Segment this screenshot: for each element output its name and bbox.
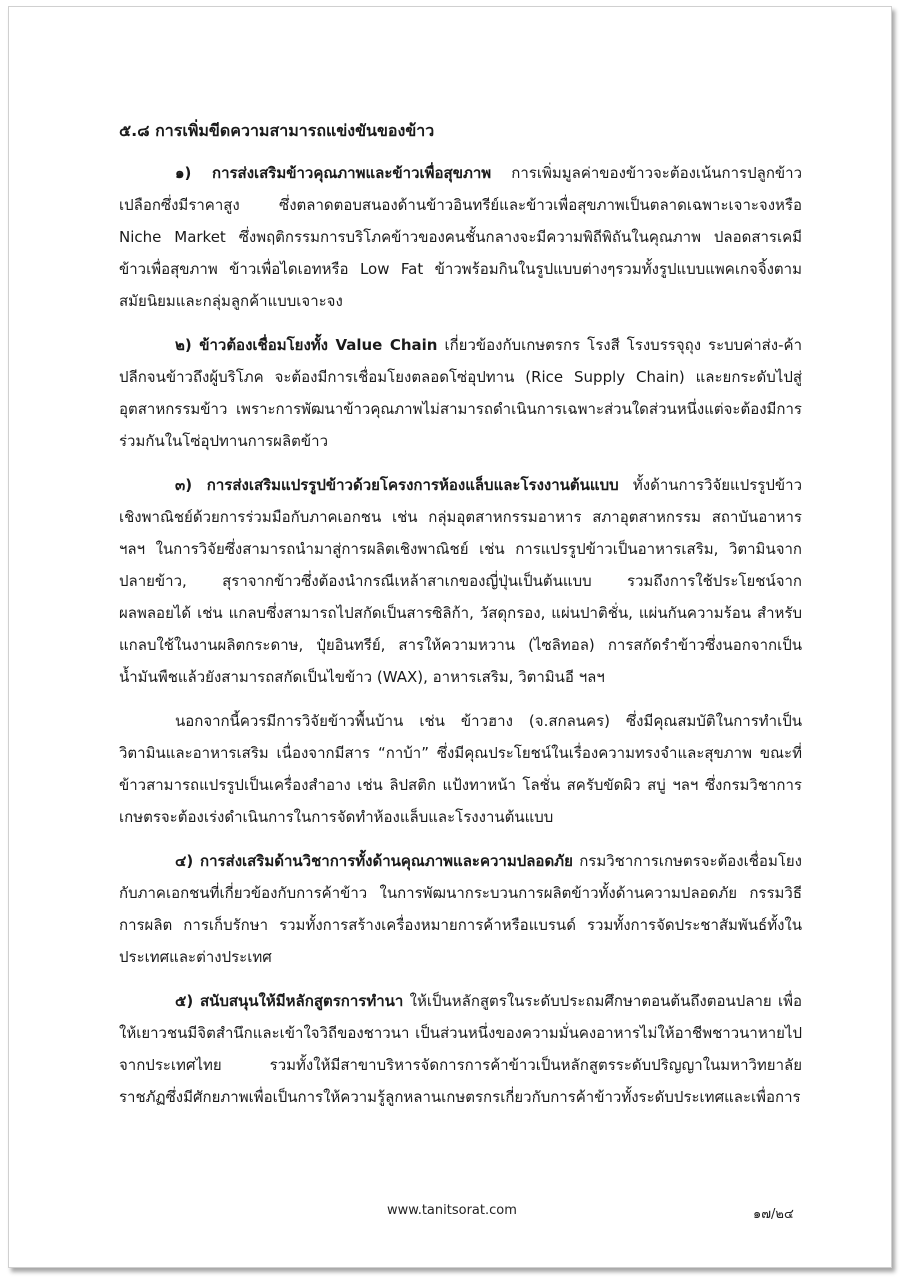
- paragraph-1-lead: ๑) การส่งเสริมข้าวคุณภาพและข้าวเพื่อสุขภาพ: [175, 164, 492, 182]
- paragraph-3-text: ทั้งด้านการวิจัยแปรรูปข้าวเชิงพาณิชย์ด้วยการร่วมมือกับภาคเอกชน เช่น กลุ่มอุตสาหกรรมอาหาร สภาอุตสาหกรรม สถาบันอาหารฯลฯ ในการวิจัยซึ่งสามารถนำมาสู่การผลิตเชิงพาณิชย์ เช่น การแปรรูปข้าวเป็นอาหารเสริม, วิตามินจากปลายข้าว, สุราจากข้าวซึ่งต้องนำกรณีเหล้าสาเกของญี่ปุ่นเป็นต้นแบบ รวมถึงการใช้ประโยชน์จากผลพลอยได้ เช่น แกลบซึ่งสามารถไปสกัดเป็นสารซิลิก้า, วัสดุกรอง, แผ่นปาติชั่น, แผ่นกันความร้อน สำหรับแกลบใช้ในงานผลิตกระดาษ, ปุ๋ยอินทรีย์, สารให้ความหวาน (ไซลิทอล) การสกัดรำข้าวซึ่งนอกจากเป็นน้ำมันพืชแล้วยังสามารถสกัดเป็นไขข้าว (WAX), อาหารเสริม, วิตามินอี ฯลฯ: [119, 476, 802, 686]
- paragraph-2-lead: ๒) ข้าวต้องเชื่อมโยงทั้ง Value Chain: [175, 336, 438, 354]
- paragraph-2: [119, 329, 802, 457]
- page-number: ๑๗/๒๔: [753, 1207, 794, 1222]
- document-page: [8, 6, 892, 1268]
- paragraph-4: [119, 705, 802, 833]
- paragraph-2-text: เกี่ยวข้องกับเกษตรกร โรงสี โรงบรรจุถุง ระบบค่าส่ง-ค้าปลีกจนข้าวถึงผู้บริโภค จะต้องมีการเชื่อมโยงตลอดโซ่อุปทาน (Rice Supply Chain) และยกระดับไปสู่อุตสาหกรรมข้าว เพราะการพัฒนาข้าวคุณภาพไม่สามารถดำเนินการเฉพาะส่วนใดส่วนหนึ่งแต่จะต้องมีการร่วมกันในโซ่อุปทานการผลิตข้าว: [119, 336, 802, 450]
- paragraph-3: [119, 469, 802, 693]
- paragraph-5-lead: ๔) การส่งเสริมด้านวิชาการทั้งด้านคุณภาพและความปลอดภัย: [175, 852, 573, 870]
- section-heading: ๕.๘ การเพิ่มขีดความสามารถแข่งขันของข้าว: [119, 121, 435, 140]
- paragraph-6-text: ให้เป็นหลักสูตรในระดับประถมศึกษาตอนต้นถึงตอนปลาย เพื่อให้เยาวชนมีจิตสำนึกและเข้าใจวิถีของชาวนา เป็นส่วนหนึ่งของความมั่นคงอาหารไม่ให้อาชีพชาวนาหายไปจากประเทศไทย รวมทั้งให้มีสาขาบริหารจัดการการค้าข้าวเป็นหลักสูตรระดับปริญญาในมหาวิทยาลัยราชภัฏซึ่งมีศักยภาพเพื่อเป็นการให้ความรู้ลูกหลานเกษตรกรเกี่ยวกับการค้าข้าวทั้งระดับประเทศและเพื่อการ: [119, 992, 802, 1106]
- paragraph-6: [119, 985, 802, 1113]
- document-body: [119, 115, 802, 1125]
- paragraph-3-lead: ๓) การส่งเสริมแปรรูปข้าวด้วยโครงการห้องแล็บและโรงงานต้นแบบ: [175, 476, 619, 494]
- paragraph-5-text: กรมวิชาการเกษตรจะต้องเชื่อมโยงกับภาคเอกชนที่เกี่ยวข้องกับการค้าข้าว ในการพัฒนากระบวนการผลิตข้าวทั้งด้านความปลอดภัย กรรมวิธีการผลิต การเก็บรักษา รวมทั้งการสร้างเครื่องหมายการค้าหรือแบรนด์ รวมทั้งการจัดประชาสัมพันธ์ทั้งในประเทศและต่างประเทศ: [119, 852, 803, 966]
- footer-url: www.tanitsorat.com: [387, 1203, 517, 1218]
- paragraph-1-text: การเพิ่มมูลค่าของข้าวจะต้องเน้นการปลูกข้าวเปลือกซึ่งมีราคาสูง ซึ่งตลาดตอบสนองด้านข้าวอินทรีย์และข้าวเพื่อสุขภาพเป็นตลาดเฉพาะเจาะจงหรือ Niche Market ซึ่งพฤติกรรมการบริโภคข้าวของคนชั้นกลางจะมีความพิถีพิถันในคุณภาพ ปลอดสารเคมี ข้าวเพื่อสุขภาพ ข้าวเพื่อไดเอทหรือ Low Fat ข้าวพร้อมกินในรูปแบบต่างๆรวมทั้งรูปแบบแพคเกจจิ้งตามสมัยนิยมและกลุ่มลูกค้าแบบเจาะจง: [119, 164, 803, 310]
- page-footer: [9, 1203, 893, 1227]
- paragraph-1: [119, 157, 802, 317]
- paragraph-4-text: นอกจากนี้ควรมีการวิจัยข้าวพื้นบ้าน เช่น ข้าวฮาง (จ.สกลนคร) ซึ่งมีคุณสมบัติในการทำเป็นวิตามินและอาหารเสริม เนื่องจากมีสาร “กาบ้า” ซึ่งมีคุณประโยชน์ในเรื่องความทรงจำและสุขภาพ ขณะที่ข้าวสามารถแปรรูปเป็นเครื่องสำอาง เช่น ลิปสติก แป้งทาหน้า โลชั่น สครับขัดผิว สบู่ ฯลฯ ซึ่งกรมวิชาการเกษตรจะต้องเร่งดำเนินการในการจัดทำห้องแล็บและโรงงานต้นแบบ: [119, 712, 802, 826]
- paragraph-5: [119, 845, 802, 973]
- paragraph-6-lead: ๕) สนับสนุนให้มีหลักสูตรการทำนา: [175, 992, 404, 1010]
